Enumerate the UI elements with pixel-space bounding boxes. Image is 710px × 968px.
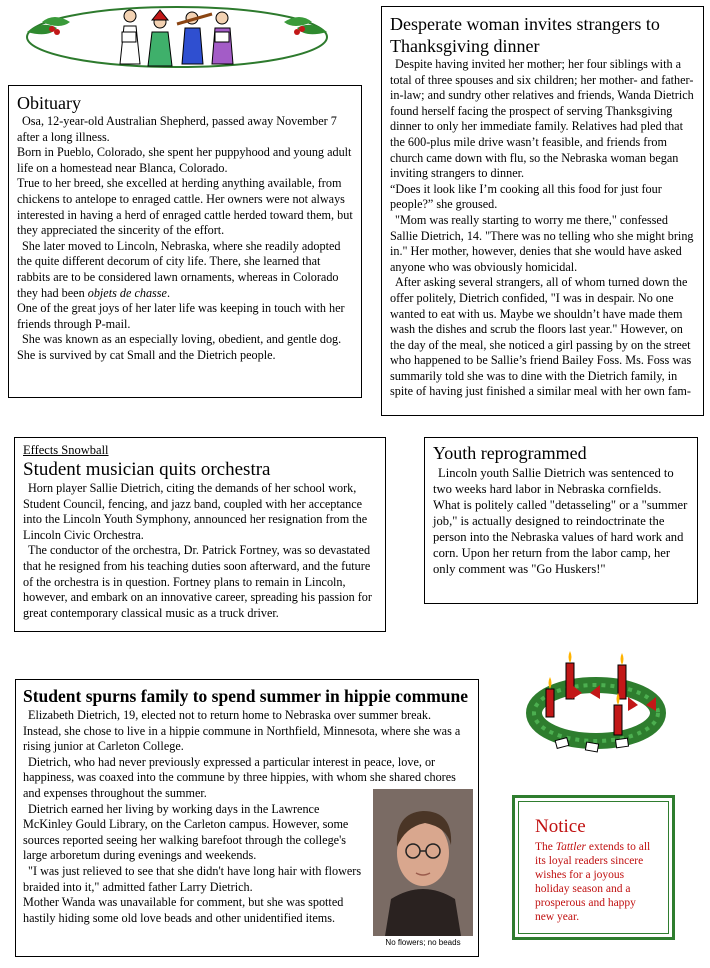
thanksgiving-title: Desperate woman invites strangers to Thanksgiving dinner: [390, 14, 660, 56]
obituary-paragraph: Born in Pueblo, Colorado, she spent her puppyhood and young adult life on a homestead near Blanca, Colorado.: [17, 145, 352, 175]
orchestra-kicker: Effects Snowball: [23, 443, 109, 457]
holly-right-icon: [284, 17, 327, 35]
obituary-paragraph: One of the great joys of her later life was keeping in touch with her friends through P-mail.: [17, 301, 345, 331]
orchestra-title: Student musician quits orchestra: [23, 459, 271, 480]
notice-inner: [518, 801, 669, 934]
youth-title: Youth reprogrammed: [433, 443, 587, 463]
commune-paragraph: Dietrich, who had never previously expressed a particular interest in peace, love, or happiness, was coaxed into the commune by three hippies, with whom she shared chores and expenses throughout the summer.: [23, 754, 456, 800]
commune-paragraph: "I was just relieved to see that she didn't have long hair with flowers braided into it," admitted father Larry Dietrich.: [23, 863, 362, 894]
obituary-italic-phrase: objets de chasse: [87, 285, 167, 300]
notice-italic-word: Tattler: [555, 841, 587, 853]
student-portrait-photo: [373, 789, 473, 936]
candle-icon: [618, 653, 626, 699]
commune-paragraph: Elizabeth Dietrich, 19, elected not to return home to Nebraska over summer break. Instead, she chose to live in a hippie commune in Northfield, Minnesota, where she was a rising junior at Carleton College.: [23, 708, 461, 754]
youth-paragraph: Lincoln youth Sallie Dietrich was sentenced to two weeks hard labor in Nebraska cornfields. What is politely called "detasseling" or a "summer job," is actually designed to reindoctrinate the person into the Nebraska values of hard work and corn. Upon her return from the labor camp, her only comment was "Go Huskers!": [433, 466, 688, 576]
commune-title: Student spurns family to spend summer in hippie commune: [23, 686, 469, 706]
orchestra-paragraph: The conductor of the orchestra, Dr. Patrick Fortney, was so devastated that he resigned from his teaching duties soon afterward, and the future of the orchestra is in question. Fortney plans to remain in Lincoln, however, and embark on an innovative career, spreading his passion for great contemporary classical music as a truck driver.: [23, 543, 372, 620]
caroler-figures-icon: [120, 10, 233, 66]
obituary-article: [8, 85, 362, 398]
photo-caption: No flowers; no beads: [385, 938, 461, 947]
commune-article: [15, 679, 479, 957]
obituary-paragraph-text: She later moved to Lincoln, Nebraska, where she readily adopted the quite different decorum of city life. There, she learned that rabbits are to be considered lawn ornaments, whereas in Colorado they had been: [17, 238, 341, 300]
commune-paragraph: Dietrich earned her living by working days in the Lawrence McKinley Gould Library, on the Carleton campus. However, some sources reported seeing her walking barefoot through the college's large arboretum during evenings and weekends.: [23, 801, 349, 863]
obituary-title: Obituary: [17, 93, 81, 113]
thanksgiving-paragraph: Despite having invited her mother; her four siblings with a total of three spouses and six children; her mother- and father-in-law; and sundry other relatives and friends, Wanda Dietrich found herself facing the prospect of serving Thanksgiving dinner to only her immediate family. Relatives had pled that the 600-plus mile drive wasn’t feasible, and friends from church came down with flu, so the Nebraska woman began inviting strangers to dinner.: [390, 57, 694, 181]
orchestra-paragraph: Horn player Sallie Dietrich, citing the demands of her school work, Student Council, fencing, and jazz band, coupled with her acceptance into the Lincoln Youth Symphony, announced her resignation from the Lincoln Civic Orchestra.: [23, 481, 368, 542]
obituary-body: [17, 114, 353, 364]
candle-icon: [546, 677, 554, 717]
notice-box: [512, 795, 675, 940]
carolers-clipart: [22, 2, 332, 72]
thanksgiving-body: [390, 57, 695, 400]
notice-text-before: The: [535, 841, 556, 853]
wreath-clipart: [526, 645, 666, 755]
thanksgiving-paragraph: After asking several strangers, all of whom turned down the offer politely, Dietrich confided, "I was in despair. No one wanted to eat with us. Maybe we shouldn’t have made them wash the dishes and scrub the floors last year." However, on the day of the meal, she noticed a girl passing by on the street who happened to be Sallie’s friend Bailey Foss. Ms. Foss was summarily told she was to dine with the Dietrich family, in spite of having just finished a similar meal with her own fam-: [390, 275, 692, 399]
obituary-paragraph: She was known as an especially loving, obedient, and gentle dog. She is survived by cat Small and the Dietrich people.: [17, 332, 342, 362]
obituary-paragraph: Osa, 12-year-old Australian Shepherd, passed away November 7 after a long illness.: [17, 114, 337, 144]
holly-left-icon: [27, 17, 70, 35]
commune-photo-figure: [373, 789, 473, 947]
notice-title: Notice: [535, 816, 586, 837]
obituary-paragraph: True to her breed, she excelled at herding anything available, from chickens to antelope to enraged cattle. Her owners were not always interested in having a herd of enraged cattle herded toward them, but they appreciated the sincerity of the effort.: [17, 176, 353, 238]
thanksgiving-article: [381, 6, 704, 416]
commune-narrow-column: [23, 802, 363, 927]
commune-paragraph: Mother Wanda was unavailable for comment, but she was spotted hastily hiding some old love beads and other unidentified items.: [23, 895, 344, 925]
youth-article: [424, 437, 698, 604]
orchestra-article: [14, 437, 386, 632]
notice-text-after: extends to all its loyal readers sincere wishes for a joyous holiday season and a prosperous and happy new year.: [535, 841, 651, 923]
orchestra-body: [23, 481, 377, 621]
thanksgiving-paragraph: "Mom was really starting to worry me there," confessed Sallie Dietrich, 14. "There was no telling who she might bring in." Her mother, however, denies that she would have asked anyone who was obviously homicidal.: [390, 212, 694, 274]
obituary-paragraph: She later moved to Lincoln, Nebraska, where she readily adopted the quite different decorum of city life. There, she learned that rabbits are to be considered lawn ornaments, whereas in Colorado they had been objets de chasse.: [17, 238, 341, 300]
youth-body: [433, 465, 689, 577]
thanksgiving-paragraph: “Does it look like I’m cooking all this food for just four people?” she groused.: [390, 181, 662, 212]
notice-text: [535, 840, 654, 924]
